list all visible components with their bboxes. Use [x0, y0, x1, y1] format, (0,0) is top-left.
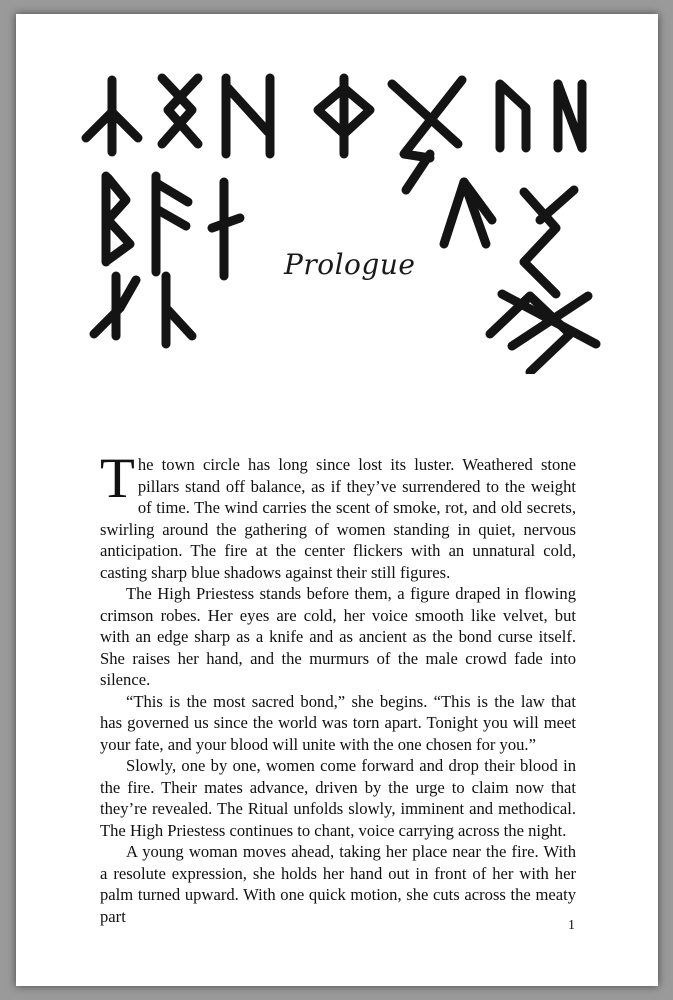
- othala-rune-icon: [490, 294, 596, 372]
- sowilo-rune-icon: [226, 78, 270, 154]
- berkano-rune-icon: [106, 176, 130, 262]
- eihwaz-rune-icon: [166, 276, 192, 344]
- ansuz-rune-icon: [156, 176, 188, 272]
- dagaz-rune-icon: [558, 84, 582, 148]
- algiz-rune-icon: [444, 182, 492, 244]
- nauthiz-rune-icon: [212, 182, 240, 276]
- paragraph-text: he town circle has long since lost its luster. Weathered stone pillars stand off balance, as if they’ve surrendered to the weight of time. The wind carries the scent of smoke, rot, and old secrets, swirling around the gathering of women standing in quiet, nervous anticipation. The fire at the center flickers with an unnatural cold, casting sharp blue shadows against their still figures.: [100, 455, 576, 582]
- paragraph-2: The High Priestess stands before them, a figure draped in flowing crimson robes. Her eyes are cold, her voice smooth like velvet, but with an edge sharp as a knife and as ancient as the bond curse itself. She raises her hand, and the murmurs of the male crowd fade into silence.: [100, 584, 576, 689]
- drop-cap: T: [100, 447, 135, 510]
- ingwaz-rune-icon: [524, 190, 574, 294]
- chapter-body: [100, 447, 576, 927]
- ing-rune-icon: [162, 78, 198, 144]
- tyr-rune-icon: [86, 80, 138, 152]
- ehwaz-rune-icon: [94, 276, 136, 336]
- page-number: 1: [568, 918, 575, 933]
- chapter-title: Prologue: [284, 248, 416, 281]
- paragraph-4: Slowly, one by one, women come forward and drop their blood in the fire. Their mates advance, driven by the urge to claim now that they’re revealed. The Ritual unfolds slowly, imminent and methodical. The High Priestess continues to chant, voice carrying across the night.: [100, 756, 576, 840]
- paragraph-1: [100, 447, 576, 583]
- book-page: [16, 14, 658, 986]
- rune-border: [16, 14, 658, 374]
- paragraph-3: “This is the most sacred bond,” she begins. “This is the law that has governed us since the world was torn apart. Tonight you will meet your fate, and your blood will unite with the one chosen for you.”: [100, 691, 576, 754]
- othala-rune-icon: [318, 78, 370, 154]
- paragraph-5: A young woman moves ahead, taking her place near the fire. With a resolute expression, she holds her hand out in front of her with her palm turned upward. With one quick motion, she cuts across the meaty part: [100, 842, 576, 926]
- x-rune-icon: [392, 80, 462, 190]
- uruz-rune-icon: [500, 84, 526, 148]
